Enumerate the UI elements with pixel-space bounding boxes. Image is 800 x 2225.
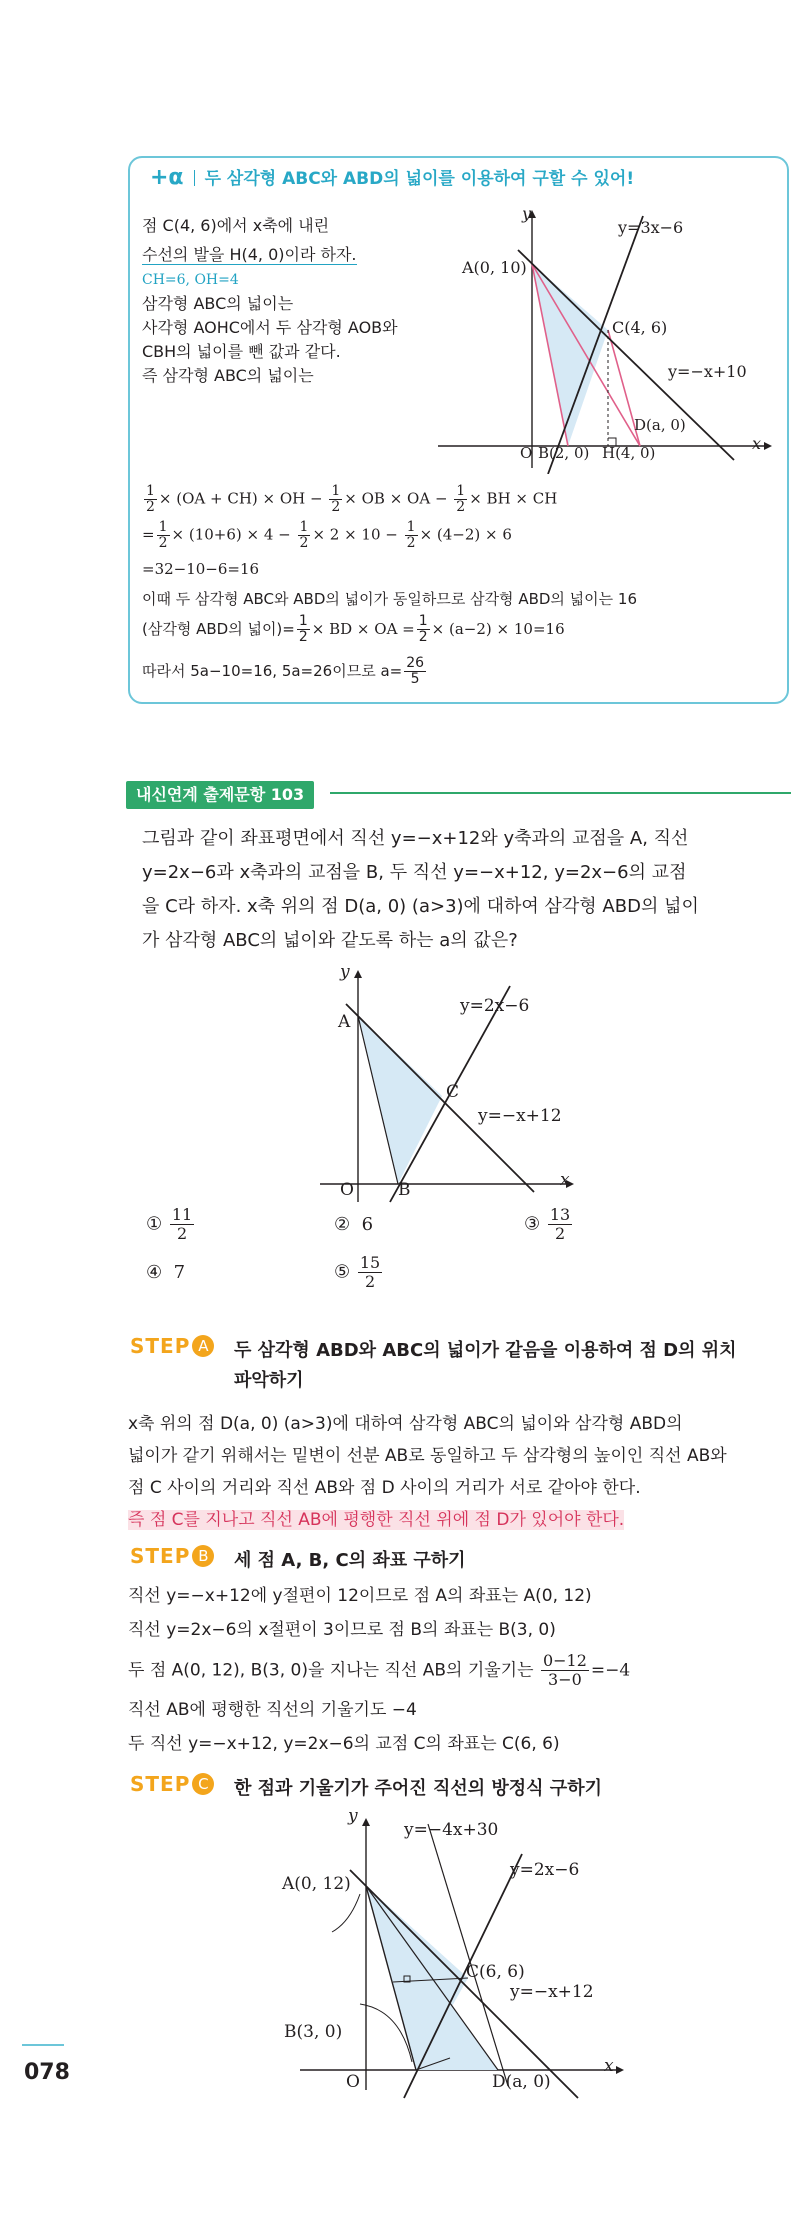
step-c-title: 한 점과 기울기가 주어진 직선의 방정식 구하기 <box>234 1778 602 1799</box>
problem-graph-origin: O <box>340 1180 354 1200</box>
step-c-badge: C <box>192 1773 214 1795</box>
step-b-title: 세 점 A, B, C의 좌표 구하기 <box>234 1550 466 1571</box>
step-c-graph-line2-label: y=2x−6 <box>510 1860 580 1880</box>
step-b-heading: STEP B <box>130 1544 214 1568</box>
step-c-graph <box>300 1814 640 2104</box>
step-c-graph-y-axis-label: y <box>348 1806 358 1826</box>
step-b-badge: B <box>192 1545 214 1567</box>
problem-graph-x-axis-label: x <box>560 1170 570 1190</box>
step-a-badge: A <box>192 1335 214 1357</box>
problem-graph-point-c: C <box>446 1082 460 1102</box>
step-c-graph-origin: O <box>346 2072 360 2092</box>
step-c-graph-point-b: B(3, 0) <box>284 2022 343 2042</box>
step-a-title-2: 파악하기 <box>234 1370 304 1391</box>
step-c-graph-x-axis-label: x <box>604 2056 614 2076</box>
page-number: 078 <box>24 2060 70 2085</box>
step-a-line: x축 위의 점 D(a, 0) (a>3)에 대하여 삼각형 ABC의 넓이와 삼각형 ABD의 <box>128 1414 683 1434</box>
tip-calc-line-6: 따라서 5a−10=16, 5a=26이므로 a= $\frac{26}{5}$ <box>142 655 425 687</box>
choice-3[interactable]: ③ $\frac{13}{2}$ <box>524 1205 571 1243</box>
tip-calc-line-5: (삼각형 ABD의 넓이)= $\frac{1}{2}$ × BD × OA = $\frac{1}{2}$ × (a−2) × 10=16 <box>142 613 565 645</box>
problem-graph-y-axis-label: y <box>340 962 350 982</box>
step-a-line: 넓이가 같기 위해서는 밑변이 선분 AB로 동일하고 두 삼각형의 높이인 직선 AB와 <box>128 1446 727 1466</box>
tip-graph-point-a: A(0, 10) <box>462 258 527 277</box>
tip-graph-line1-label: y=3x−6 <box>618 218 684 237</box>
tip-graph <box>438 206 778 474</box>
tip-line: CBH의 넓이를 뺀 값과 같다. <box>142 342 341 361</box>
tip-header <box>150 164 634 190</box>
step-b-line: 직선 AB에 평행한 직선의 기울기도 −4 <box>128 1700 417 1720</box>
tip-graph-point-d: D(a, 0) <box>634 416 686 434</box>
step-b-line: 두 직선 y=−x+12, y=2x−6의 교점 C의 좌표는 C(6, 6) <box>128 1734 560 1754</box>
tip-graph-x-axis-label: x <box>752 434 762 453</box>
step-c-graph-point-d: D(a, 0) <box>492 2072 551 2092</box>
step-b-line: 직선 y=−x+12에 y절편이 12이므로 점 A의 좌표는 A(0, 12) <box>128 1586 592 1606</box>
tip-line: 점 C(4, 6)에서 x축에 내린 <box>142 216 330 235</box>
tip-calc-line-1: $\frac{1}{2}$ × (OA + CH) × OH − $\frac{1}{2}$ × OB × OA − $\frac{1}{2}$ × BH × CH <box>146 483 558 515</box>
problem-line: 그림과 같이 좌표평면에서 직선 y=−x+12와 y축과의 교점을 A, 직선 <box>142 828 689 849</box>
step-a-title-1: 두 삼각형 ABD와 ABC의 넓이가 같음을 이용하여 점 D의 위치 <box>234 1340 737 1361</box>
step-c-heading: STEP C <box>130 1772 214 1796</box>
tip-graph-origin: O <box>520 444 533 462</box>
choice-4[interactable]: ④ 7 <box>146 1262 186 1283</box>
step-b-line: 직선 y=2x−6의 x절편이 3이므로 점 B의 좌표는 B(3, 0) <box>128 1620 556 1640</box>
step-a-line: 점 C 사이의 거리와 직선 AB와 점 D 사이의 거리가 서로 같아야 한다. <box>128 1478 641 1498</box>
page-number-rule <box>22 2044 64 2046</box>
tip-calc-line-3: =32−10−6=16 <box>142 560 260 578</box>
choice-2[interactable]: ② 6 <box>334 1214 374 1235</box>
section-divider <box>330 792 791 794</box>
problem-line: 가 삼각형 ABC의 넓이와 같도록 하는 a의 값은? <box>142 930 518 951</box>
tip-graph-line2-label: y=−x+10 <box>668 362 747 381</box>
tip-line: 수선의 발을 H(4, 0)이라 하자. <box>142 245 357 264</box>
tip-graph-point-b: B(2, 0) <box>538 444 590 462</box>
step-c-graph-point-c: C(6, 6) <box>466 1962 525 1982</box>
step-c-graph-point-a: A(0, 12) <box>282 1874 351 1894</box>
step-c-graph-line3-label: y=−x+12 <box>510 1982 594 2002</box>
tip-line: 즉 삼각형 ABC의 넓이는 <box>142 366 314 385</box>
tip-graph-y-axis-label: y <box>522 204 532 223</box>
step-a-highlight: 즉 점 C를 지나고 직선 AB에 평행한 직선 위에 점 D가 있어야 한다. <box>128 1510 625 1530</box>
problem-graph-line1-label: y=2x−6 <box>460 996 530 1016</box>
tip-calc-line-2: = $\frac{1}{2}$ × (10+6) × 4 − $\frac{1}{2}$ × 2 × 10 − $\frac{1}{2}$ × (4−2) × 6 <box>142 519 512 551</box>
choice-1[interactable]: ① $\frac{11}{2}$ <box>146 1205 193 1243</box>
section-badge: 내신연계 출제문항 103 <box>126 781 314 809</box>
tip-graph-point-h: H(4, 0) <box>602 444 656 462</box>
alpha-icon: +α <box>150 165 184 190</box>
problem-line: y=2x−6과 x축과의 교점을 B, 두 직선 y=−x+12, y=2x−6의 교점 <box>142 862 687 883</box>
tip-calc-line-4: 이때 두 삼각형 ABC와 ABD의 넓이가 동일하므로 삼각형 ABD의 넓이는 16 <box>142 590 638 608</box>
problem-line: 을 C라 하자. x축 위의 점 D(a, 0) (a>3)에 대하여 삼각형 ABD의 넓이 <box>142 896 699 917</box>
tip-line: 사각형 AOHC에서 두 삼각형 AOB와 <box>142 318 398 337</box>
tip-line: 삼각형 ABC의 넓이는 <box>142 294 294 313</box>
tip-graph-point-c: C(4, 6) <box>612 318 668 337</box>
step-b-line: 두 점 A(0, 12), B(3, 0)을 지나는 직선 AB의 기울기는 $\frac{0-12}{3-0}$ =−4 <box>128 1651 631 1689</box>
step-c-graph-line1-label: y=−4x+30 <box>404 1820 499 1840</box>
step-a-heading: STEP A <box>130 1334 214 1358</box>
tip-line: CH=6, OH=4 <box>142 272 239 288</box>
tip-title: 두 삼각형 ABC와 ABD의 넓이를 이용하여 구할 수 있어! <box>204 169 635 189</box>
problem-graph-line2-label: y=−x+12 <box>478 1106 562 1126</box>
choice-5[interactable]: ⑤ $\frac{15}{2}$ <box>334 1253 381 1291</box>
problem-graph-point-a: A <box>338 1012 351 1032</box>
problem-graph-point-b: B <box>398 1180 411 1200</box>
